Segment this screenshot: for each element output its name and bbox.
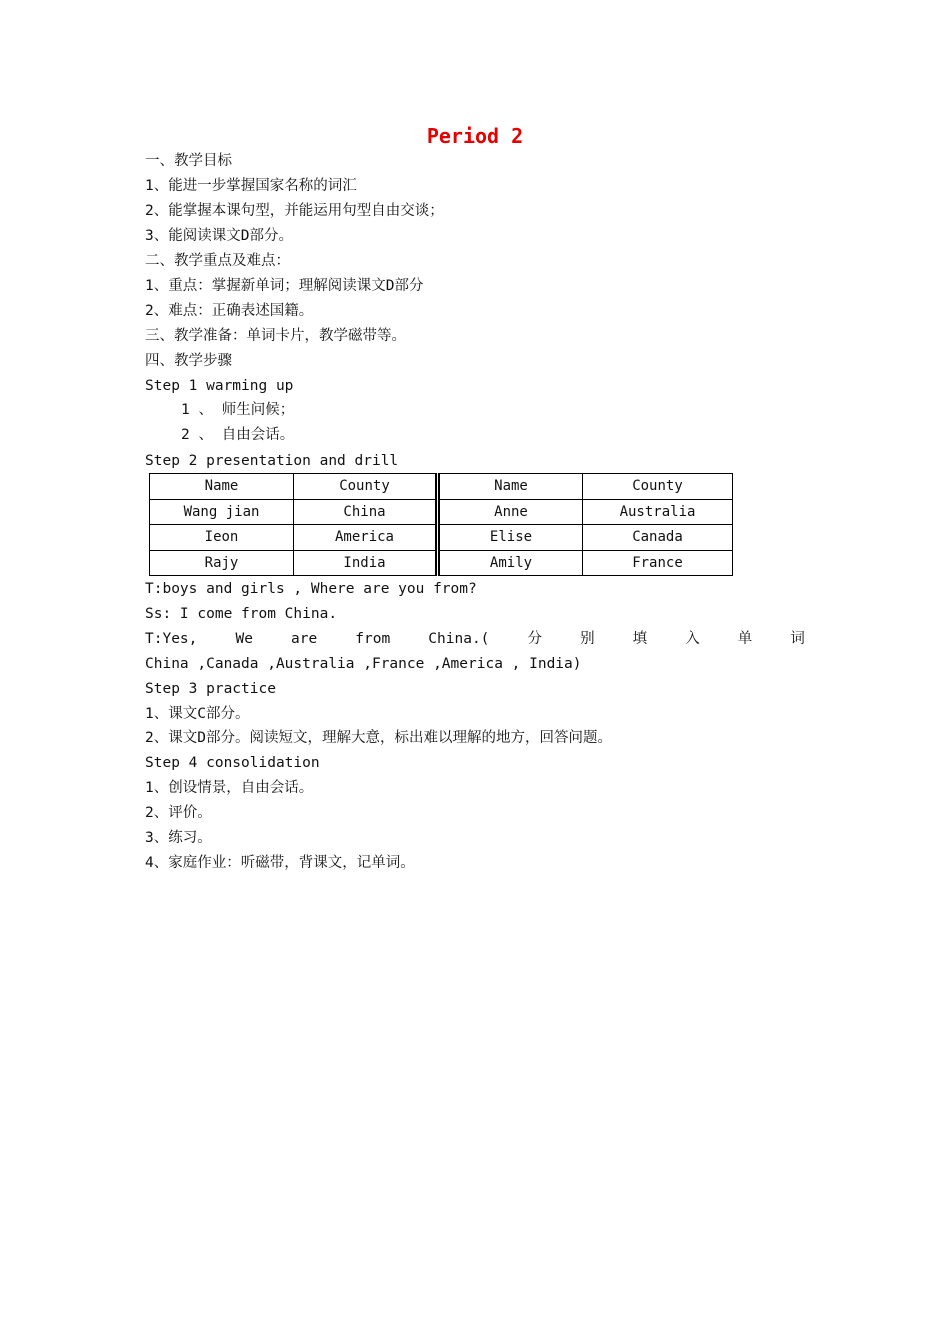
word: from [355,631,391,647]
objective-item: 3、能阅读课文D部分。 [145,228,293,244]
objectives-heading: 一、教学目标 [145,153,232,169]
step3-item: 2、课文D部分。阅读短文，理解大意，标出难以理解的地方，回答问题。 [145,730,612,746]
preparation-line: 三、教学准备：单词卡片，教学磁带等。 [145,328,406,344]
step3-heading: Step 3 practice [145,681,276,697]
table-cell: Rajy [150,550,294,576]
step4-item: 1、创设情景，自由会话。 [145,780,314,796]
table-header-cell: Name [438,474,583,500]
table-cell: Amily [438,550,583,576]
word: are [291,631,318,647]
word: 入 [685,631,700,647]
steps-heading: 四、教学步骤 [145,353,232,369]
table-cell: Anne [438,499,583,525]
word: 别 [580,631,595,647]
justified-line [145,629,805,649]
table-row [150,525,733,551]
step2-heading: Step 2 presentation and drill [145,453,399,469]
word: China.( [428,631,490,647]
table-cell: China [294,499,438,525]
table-header-cell: Name [150,474,294,500]
table-header-cell: County [583,474,733,500]
dialogue-line: Ss: I come from China. [145,606,338,622]
step3-item: 1、课文C部分。 [145,706,250,722]
word: 填 [632,631,648,647]
step1-heading: Step 1 warming up [145,378,294,394]
word: We [235,631,253,647]
table-cell: Elise [438,525,583,551]
country-table [149,473,733,576]
table-cell: India [294,550,438,576]
keypoint-item: 2、难点：正确表述国籍。 [145,303,314,319]
word: 词 [790,631,805,647]
step4-heading: Step 4 consolidation [145,755,320,771]
page-title: Period 2 [426,124,524,148]
table-cell: Ieon [150,525,294,551]
table-cell: Australia [583,499,733,525]
table-cell: Wang jian [150,499,294,525]
step4-item: 4、家庭作业：听磁带，背课文，记单词。 [145,855,415,871]
keypoints-heading: 二、教学重点及难点： [145,253,290,269]
continuation-line: China ,Canada ,Australia ,France ,America , India) [145,656,582,672]
step1-item: 1 、 师生问候； [181,402,295,418]
step1-item: 2 、 自由会话。 [181,427,295,443]
word: T:Yes, [145,631,198,647]
table-cell: Canada [583,525,733,551]
table-row [150,550,733,576]
dialogue-line: T:boys and girls , Where are you from? [145,581,477,597]
table-row [150,499,733,525]
step4-item: 2、评价。 [145,805,212,821]
word: 分 [527,631,542,647]
table-cell: America [294,525,438,551]
objective-item: 1、能进一步掌握国家名称的词汇 [145,178,357,194]
objective-item: 2、能掌握本课句型，并能运用句型自由交谈； [145,203,444,219]
table-header-cell: County [294,474,438,500]
table-cell: France [583,550,733,576]
table-header-row [150,474,733,500]
step4-item: 3、练习。 [145,830,212,846]
word: 单 [737,631,753,647]
keypoint-item: 1、重点：掌握新单词；理解阅读课文D部分 [145,278,424,294]
